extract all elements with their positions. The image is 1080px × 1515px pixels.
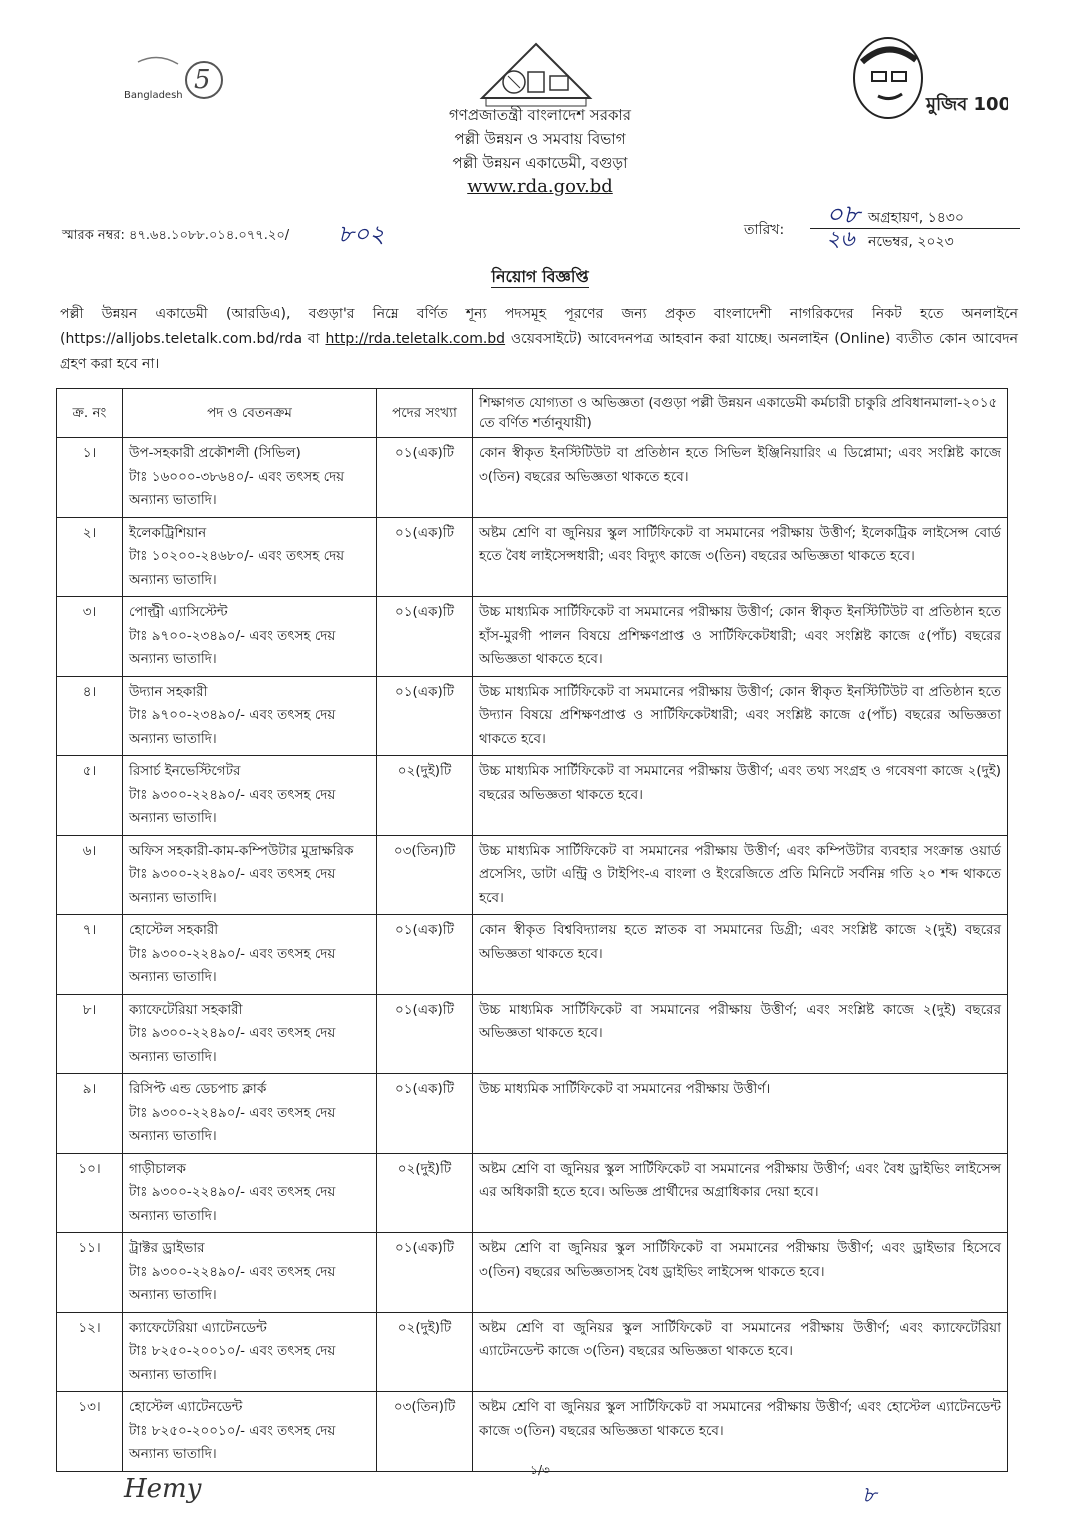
row-post-count: ০১(এক)টি [377,438,473,518]
date-label: তারিখ: [744,222,785,238]
handwritten-day-bengali: ০৮ [826,200,860,230]
table-row [57,1074,1008,1154]
row-post-cell [123,1233,377,1313]
website-link[interactable]: www.rda.gov.bd [467,176,613,197]
row-post-count: ০১(এক)টি [377,1074,473,1154]
svg-text:5: 5 [194,65,211,95]
row-post-count: ০৩(তিন)টি [377,835,473,915]
table-row [57,597,1008,677]
intro-part2: ওয়েবসাইটে) আবেদনপত্র আহবান করা যাচ্ছে। অনলাইন (Online) ব্যতীত কোন আবেদন গ্রহণ করা হবে না। [60,331,1018,372]
row-pay-scale: টাঃ ৯৭০০-২৩৪৯০/- এবং তৎসহ দেয় অন্যান্য ভাতাদি। [129,627,336,667]
header-academy: পল্লী উন্নয়ন একাডেমী, বগুড়া [452,154,628,172]
row-pay-scale: টাঃ ৯৩০০-২২৪৯০/- এবং তৎসহ দেয় অন্যান্য ভাতাদি। [129,1104,336,1144]
bangladesh-50-logo [108,42,228,112]
row-post-title: রিসার্চ ইনভেস্টিগেটর [129,763,241,779]
table-row [57,1233,1008,1313]
row-pay-scale: টাঃ ৮২৫০-২০০১০/- এবং তৎসহ দেয় অন্যান্য ভাতাদি। [129,1422,336,1462]
row-post-cell [123,835,377,915]
row-post-count: ০১(এক)টি [377,1233,473,1313]
row-post-count: ০১(এক)টি [377,915,473,995]
row-qualification: অষ্টম শ্রেণি বা জুনিয়র স্কুল সার্টিফিকেট বা সমমানের পরীক্ষায় উত্তীর্ণ; এবং ক্যাফেটেরিয়া এ্যাটেনডেন্ট কাজে ৩(তিন) বছরের অভিজ্ঞতা থাকতে হবে। [473,1312,1008,1392]
row-post-title: ইলেকট্রিশিয়ান [129,524,207,541]
row-serial: ৪। [57,676,123,756]
row-post-title: ক্যাফেটেরিয়া সহকারী [129,1001,243,1018]
row-pay-scale: টাঃ ৯৩০০-২২৪৯০/- এবং তৎসহ দেয় অন্যান্য ভাতাদি। [129,786,336,826]
row-serial: ৬। [57,835,123,915]
row-post-title: হোস্টেল সহকারী [129,922,219,938]
rda-emblem [478,42,594,108]
table-row [57,1392,1008,1472]
memo-number: স্মারক নম্বর: ৪৭.৬৪.১০৮৮.০১৪.০৭৭.২০/ [62,228,290,243]
table-row [57,517,1008,597]
table-row [57,994,1008,1074]
row-post-title: ট্রাক্টর ড্রাইভার [129,1240,205,1256]
row-pay-scale: টাঃ ৯৩০০-২২৪৯০/- এবং তৎসহ দেয় অন্যান্য ভাতাদি। [129,945,336,985]
row-post-cell [123,1074,377,1154]
table-header-row [57,389,1008,438]
table-row [57,835,1008,915]
row-post-cell [123,1312,377,1392]
row-post-count: ০১(এক)টি [377,517,473,597]
row-post-cell [123,915,377,995]
row-post-count: ০২(দুই)টি [377,1153,473,1233]
row-serial: ১২। [57,1312,123,1392]
handwritten-corner-mark: ৮ [862,1483,877,1508]
row-serial: ৩। [57,597,123,677]
row-pay-scale: টাঃ ৮২৫০-২০০১০/- এবং তৎসহ দেয় অন্যান্য ভাতাদি। [129,1343,336,1383]
intro-part1: পল্লী উন্নয়ন একাডেমী (আরডিএ), বগুড়া'র নিম্নে বর্ণিত শূন্য পদসমূহ পূরণের জন্য প্রকৃত বাংলাদেশী নাগরিকদের নিকট হতে অনলাইনে (https://alljobs.teletalk.com.bd/rda বা [60,306,1018,347]
row-pay-scale: টাঃ ৯৩০০-২২৪৯০/- এবং তৎসহ দেয় অন্যান্য ভাতাদি। [129,1263,336,1303]
row-qualification: উচ্চ মাধ্যমিক সার্টিফিকেট বা সমমানের পরীক্ষায় উত্তীর্ণ; কোন স্বীকৃত ইনস্টিটিউট বা প্রতিষ্ঠান হতে হাঁস-মুরগী পালন বিষয়ে প্রশিক্ষণপ্রাপ্ত ও সার্টিফিকেটধারী; এবং সংশ্লিষ্ট কাজে ৫(পাঁচ) বছরের অভিজ্ঞতা থাকতে হবে। [473,597,1008,677]
row-post-title: অফিস সহকারী-কাম-কম্পিউটার মুদ্রাক্ষরিক [129,842,354,859]
row-pay-scale: টাঃ ৯৩০০-২২৪৯০/- এবং তৎসহ দেয় অন্যান্য ভাতাদি। [129,1025,336,1065]
row-post-title: হোস্টেল এ্যাটেনডেন্ট [129,1399,243,1415]
table-row [57,676,1008,756]
table-row [57,1312,1008,1392]
teletalk-link[interactable]: http://rda.teletalk.com.bd [325,331,506,347]
logo-left-text: Bangladesh [124,90,183,101]
row-qualification: কোন স্বীকৃত ইনস্টিটিউট বা প্রতিষ্ঠান হতে সিভিল ইঞ্জিনিয়ারিং এ ডিপ্লোমা; এবং সংশ্লিষ্ট কাজে ৩(তিন) বছরের অভিজ্ঞতা থাকতে হবে। [473,438,1008,518]
row-pay-scale: টাঃ ৯৩০০-২২৪৯০/- এবং তৎসহ দেয় অন্যান্য ভাতাদি। [129,1184,336,1224]
row-pay-scale: টাঃ ৯৭০০-২৩৪৯০/- এবং তৎসহ দেয় অন্যান্য ভাতাদি। [129,707,336,747]
intro-paragraph [60,302,1018,377]
header-govt: গণপ্রজাতন্ত্রী বাংলাদেশ সরকার [448,106,632,124]
row-post-title: উদ্যান সহকারী [129,683,208,700]
row-qualification: অষ্টম শ্রেণি বা জুনিয়র স্কুল সার্টিফিকেট বা সমমানের পরীক্ষায় উত্তীর্ণ; এবং ড্রাইভার হিসেবে ৩(তিন) বছরের অভিজ্ঞতাসহ বৈধ ড্রাইভিং লাইসেন্স থাকতে হবে। [473,1233,1008,1313]
row-serial: ১। [57,438,123,518]
jobs-table-body [57,438,1008,1472]
header-sl: ক্র. নং [57,389,123,438]
row-post-cell [123,597,377,677]
notice-title [0,264,1080,291]
row-qualification: অষ্টম শ্রেণি বা জুনিয়র স্কুল সার্টিফিকেট বা সমমানের পরীক্ষায় উত্তীর্ণ; এবং হোস্টেল এ্যাটেনডেন্ট কাজে ৩(তিন) বছরের অভিজ্ঞতা থাকতে হবে। [473,1392,1008,1472]
row-post-cell [123,994,377,1074]
row-serial: ৭। [57,915,123,995]
row-post-count: ০১(এক)টি [377,994,473,1074]
row-post-cell [123,438,377,518]
row-qualification: উচ্চ মাধ্যমিক সার্টিফিকেট বা সমমানের পরীক্ষায় উত্তীর্ণ; এবং কম্পিউটার ব্যবহার সংক্রান্ত ওয়ার্ড প্রসেসিং, ডাটা এন্ট্রি ও টাইপিং-এ বাংলা ও ইংরেজিতে প্রতি মিনিটে সর্বনিম্ন গতি ২০ শব্দ থাকতে হবে। [473,835,1008,915]
date-bengali: অগ্রহায়ণ, ১৪৩০ [868,210,965,226]
row-qualification: অষ্টম শ্রেণি বা জুনিয়র স্কুল সার্টিফিকেট বা সমমানের পরীক্ষায় উত্তীর্ণ; এবং বৈধ ড্রাইভিং লাইসেন্স এর অধিকারী হতে হবে। অভিজ্ঞ প্রার্থীদের অগ্রাধিকার দেয়া হবে। [473,1153,1008,1233]
header-division: পল্লী উন্নয়ন ও সমবায় বিভাগ [454,130,626,148]
table-row [57,756,1008,836]
row-pay-scale: টাঃ ১৬০০০-৩৮৬৪০/- এবং তৎসহ দেয় অন্যান্য ভাতাদি। [129,468,345,508]
row-post-count: ০১(এক)টি [377,597,473,677]
row-serial: ২। [57,517,123,597]
row-qualification: উচ্চ মাধ্যমিক সার্টিফিকেট বা সমমানের পরীক্ষায় উত্তীর্ণ; এবং সংশ্লিষ্ট কাজে ২(দুই) বছরের অভিজ্ঞতা থাকতে হবে। [473,994,1008,1074]
jobs-table [56,388,1008,1472]
row-post-cell [123,517,377,597]
table-row [57,915,1008,995]
row-post-title: ক্যাফেটেরিয়া এ্যাটেনডেন্ট [129,1319,267,1336]
date-english: নভেম্বর, ২০২৩ [868,234,954,250]
row-post-count: ০২(দুই)টি [377,756,473,836]
row-post-count: ০৩(তিন)টি [377,1392,473,1472]
handwritten-day-english: ২৬ [826,227,855,252]
signature: Hemy [124,1474,202,1504]
row-qualification: উচ্চ মাধ্যমিক সার্টিফিকেট বা সমমানের পরীক্ষায় উত্তীর্ণ; কোন স্বীকৃত ইনস্টিটিউট বা প্রতিষ্ঠান হতে উদ্যান বিষয়ে প্রশিক্ষণপ্রাপ্ত ও সার্টিফিকেটধারী; এবং সংশ্লিষ্ট কাজে ৫(পাঁচ) বছরের অভিজ্ঞতা থাকতে হবে। [473,676,1008,756]
row-post-title: গাড়ীচালক [129,1160,186,1177]
row-post-title: রিসিপ্ট এন্ড ডেচপাচ ক্লার্ক [129,1081,267,1097]
row-serial: ১৩। [57,1392,123,1472]
row-pay-scale: টাঃ ৯৩০০-২২৪৯০/- এবং তৎসহ দেয় অন্যান্য ভাতাদি। [129,866,336,906]
memo-handwritten-suffix: ৮০২ [338,220,385,248]
table-row [57,438,1008,518]
row-qualification: উচ্চ মাধ্যমিক সার্টিফিকেট বা সমমানের পরীক্ষায় উত্তীর্ণ। [473,1074,1008,1154]
header-post: পদ ও বেতনক্রম [123,389,377,438]
row-serial: ১১। [57,1233,123,1313]
table-row [57,1153,1008,1233]
row-qualification: উচ্চ মাধ্যমিক সার্টিফিকেট বা সমমানের পরীক্ষায় উত্তীর্ণ; এবং তথ্য সংগ্রহ ও গবেষণা কাজে ২(দুই) বছরের অভিজ্ঞতা থাকতে হবে। [473,756,1008,836]
row-serial: ১০। [57,1153,123,1233]
row-post-cell [123,1392,377,1472]
mujib-100-logo [838,32,1008,132]
header-qualification: শিক্ষাগত যোগ্যতা ও অভিজ্ঞতা (বগুড়া পল্লী উন্নয়ন একাডেমী কর্মচারী চাকুরি প্রবিধানমালা-২০১৫ তে বর্ণিত শর্তানুযায়ী) [473,389,1008,438]
row-serial: ৫। [57,756,123,836]
logo-right-text: মুজিব 100 [926,94,1008,115]
row-post-count: ০১(এক)টি [377,676,473,756]
row-qualification: কোন স্বীকৃত বিশ্ববিদ্যালয় হতে স্নাতক বা সমমানের ডিগ্রী; এবং সংশ্লিষ্ট কাজে ২(দুই) বছরের অভিজ্ঞতা থাকতে হবে। [473,915,1008,995]
row-post-cell [123,1153,377,1233]
row-serial: ৯। [57,1074,123,1154]
row-post-cell [123,756,377,836]
row-post-title: পোল্ট্রী এ্যাসিস্টেন্ট [129,604,228,620]
row-pay-scale: টাঃ ১০২০০-২৪৬৮০/- এবং তৎসহ দেয় অন্যান্য ভাতাদি। [129,548,345,588]
row-qualification: অষ্টম শ্রেণি বা জুনিয়র স্কুল সার্টিফিকেট বা সমমানের পরীক্ষায় উত্তীর্ণ; ইলেকট্রিক লাইসেন্স বোর্ড হতে বৈধ লাইসেন্সধারী; এবং বিদ্যুৎ কাজে ৩(তিন) বছরের অভিজ্ঞতা থাকতে হবে। [473,517,1008,597]
page-number: ১/৩ [530,1463,550,1477]
row-post-count: ০২(দুই)টি [377,1312,473,1392]
notice-title-text: নিয়োগ বিজ্ঞপ্তি [491,267,589,286]
row-serial: ৮। [57,994,123,1074]
row-post-cell [123,676,377,756]
header-count: পদের সংখ্যা [377,389,473,438]
row-post-title: উপ-সহকারী প্রকৌশলী (সিভিল) [129,445,301,461]
